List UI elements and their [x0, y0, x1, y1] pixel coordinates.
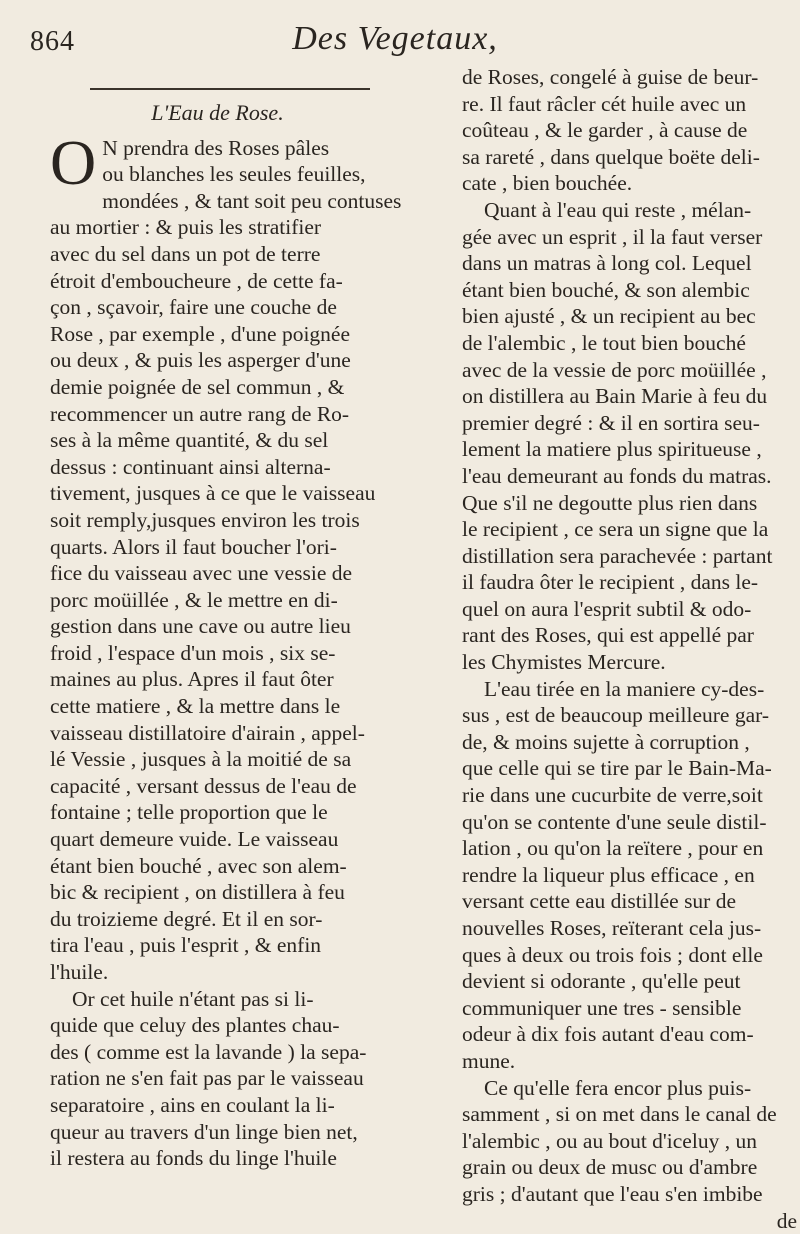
text-line: le recipient , ce sera un signe que la	[462, 517, 769, 542]
section-title: L'Eau de Rose.	[151, 100, 284, 125]
text-line: mune.	[462, 1048, 516, 1073]
text-line: quarts. Alors il faut boucher l'ori-	[50, 534, 337, 559]
text-line: lé Vessie , jusques à la moitié de sa	[50, 747, 352, 772]
text-line: au mortier : & puis les stratifier	[50, 215, 322, 240]
text-line: N prendra des Roses pâles	[102, 135, 330, 160]
first-paragraph-text	[50, 126, 402, 986]
text-line: gris ; d'autant que l'eau s'en imbibe	[462, 1181, 763, 1206]
text-line: froid , l'espace d'un mois , six se-	[50, 640, 336, 665]
text-line: quide que celuy des plantes chau-	[50, 1013, 340, 1038]
text-line: queur au travers d'un linge bien net,	[50, 1119, 358, 1144]
text-line: çon , sçavoir, faire une couche de	[50, 295, 337, 320]
text-line: étroit d'emboucheure , de cette fa-	[50, 268, 343, 293]
paragraph	[462, 1075, 797, 1208]
text-line: samment , si on met dans le canal de	[462, 1102, 777, 1127]
text-line: devient si odorante , qu'elle peut	[462, 969, 741, 994]
text-line: quart demeure vuide. Le vaisseau	[50, 827, 339, 852]
text-line: gée avec un esprit , il la faut verser	[462, 224, 763, 249]
text-line: grain ou deux de musc ou d'ambre	[462, 1155, 758, 1180]
text-line: coûteau , & le garder , à cause de	[462, 118, 748, 143]
text-line: avec du sel dans un pot de terre	[50, 241, 321, 266]
text-line: fice du vaisseau avec une vessie de	[50, 561, 353, 586]
text-line: odeur à dix fois autant d'eau com-	[462, 1022, 754, 1047]
text-line: sus , est de beaucoup meilleure gar-	[462, 703, 770, 728]
page-number: 864	[30, 26, 75, 57]
text-line: Quant à l'eau qui reste , mélan-	[484, 197, 752, 222]
text-line: nouvelles Roses, reïterant cela jus-	[462, 916, 762, 940]
text-line: il faudra ôter le recipient , dans le-	[462, 570, 759, 595]
text-line: tira l'eau , puis l'esprit , & enfin	[50, 933, 322, 958]
text-line: l'alembic , ou au bout d'iceluy , un	[462, 1128, 757, 1153]
left-column	[50, 88, 402, 1172]
text-line: rie dans une cucurbite de verre,soit	[462, 783, 763, 808]
text-line: de Roses, congelé à guise de beur-	[462, 65, 759, 89]
second-paragraph	[50, 986, 385, 1172]
text-line: des ( comme est la lavande ) la sepa-	[50, 1039, 367, 1064]
text-line: dans un matras à long col. Lequel	[462, 251, 752, 276]
text-line: vaisseau distillatoire d'airain , appel-	[50, 720, 365, 745]
text-line: fontaine ; telle proportion que le	[50, 800, 328, 825]
text-line: distillation sera parachevée : partant	[462, 543, 773, 568]
text-line: re. Il faut râcler cét huile avec un	[462, 91, 747, 116]
text-line: les Chymistes Mercure.	[462, 650, 666, 675]
text-line: étant bien bouché , avec son alem-	[50, 853, 347, 878]
text-line: recommencer un autre rang de Ro-	[50, 401, 350, 426]
text-line: il restera au fonds du linge l'huile	[50, 1146, 337, 1171]
text-line: dessus : continuant ainsi alterna-	[50, 454, 331, 479]
catchword: de	[776, 1208, 797, 1233]
text-line: capacité , versant dessus de l'eau de	[50, 773, 357, 798]
text-line: du troizieme degré. Et il en sor-	[50, 906, 323, 931]
text-line: tivement, jusques à ce que le vaisseau	[50, 481, 376, 506]
page-header	[30, 20, 760, 70]
paragraph	[462, 676, 797, 1075]
text-line: ques à deux ou trois fois ; dont elle	[462, 942, 763, 967]
text-line: Ce qu'elle fera encor plus puis-	[484, 1075, 752, 1100]
text-line: bien ajusté , & un recipient au bec	[462, 304, 756, 329]
text-line: gestion dans une cave ou autre lieu	[50, 614, 351, 639]
text-line: on distillera au Bain Marie à feu du	[462, 384, 768, 409]
text-line: qu'on se contente d'une seule distil-	[462, 809, 767, 834]
text-line: que celle qui se tire par le Bain-Ma-	[462, 756, 772, 781]
text-line: ration ne s'en fait pas par le vaisseau	[50, 1066, 364, 1091]
text-line: rant des Roses, qui est appellé par	[462, 623, 754, 648]
text-line: lement la matiere plus spiritueuse ,	[462, 437, 762, 462]
text-line: bic & recipient , on distillera à feu	[50, 880, 345, 905]
text-line: avec de la vessie de porc moüillée ,	[462, 357, 767, 382]
right-column	[462, 64, 797, 1234]
text-line: demie poignée de sel commun , &	[50, 374, 345, 399]
text-line: cate , bien bouchée.	[462, 171, 633, 196]
text-line: quel on aura l'esprit subtil & odo-	[462, 596, 752, 621]
text-line: étant bien bouché, & son alembic	[462, 277, 750, 302]
text-line: maines au plus. Apres il faut ôter	[50, 667, 334, 692]
paragraph	[462, 64, 797, 197]
text-line: l'eau demeurant au fonds du matras.	[462, 463, 772, 488]
text-line: rendre la liqueur plus efficace , en	[462, 862, 755, 887]
running-title: Des Vegetaux,	[292, 20, 498, 57]
text-line: L'eau tirée en la maniere cy-des-	[484, 676, 765, 701]
text-line: Rose , par exemple , d'une poignée	[50, 321, 351, 346]
text-line: ses à la même quantité, & du sel	[50, 428, 329, 453]
section-rule	[90, 88, 370, 90]
text-line: sa rareté , dans quelque boëte deli-	[462, 144, 760, 169]
text-line: soit remply,jusques environ les trois	[50, 507, 360, 532]
first-paragraph	[50, 126, 402, 986]
text-line: ou blanches les seules feuilles,	[102, 162, 366, 187]
text-line: de l'alembic , le tout bien bouché	[462, 330, 746, 355]
text-line: communiquer une tres - sensible	[462, 995, 742, 1020]
text-line: l'huile.	[50, 960, 109, 984]
paragraph	[462, 197, 797, 676]
text-line: separatoire , ains en coulant la li-	[50, 1092, 335, 1117]
drop-cap: O	[50, 126, 97, 198]
text-line: premier degré : & il en sortira seu-	[462, 410, 760, 435]
text-line: mondées , & tant soit peu contuses	[102, 188, 402, 213]
text-line: porc moüillée , & le mettre en di-	[50, 587, 338, 612]
text-line: versant cette eau distillée sur de	[462, 889, 737, 914]
text-line: cette matiere , & la mettre dans le	[50, 694, 341, 719]
text-line: lation , ou qu'on la reïtere , pour en	[462, 836, 764, 861]
text-line: Or cet huile n'étant pas si li-	[72, 986, 314, 1011]
text-line: de, & moins sujette à corruption ,	[462, 729, 750, 754]
text-line: ou deux , & puis les asperger d'une	[50, 348, 351, 373]
text-line: Que s'il ne degoutte plus rien dans	[462, 490, 758, 515]
